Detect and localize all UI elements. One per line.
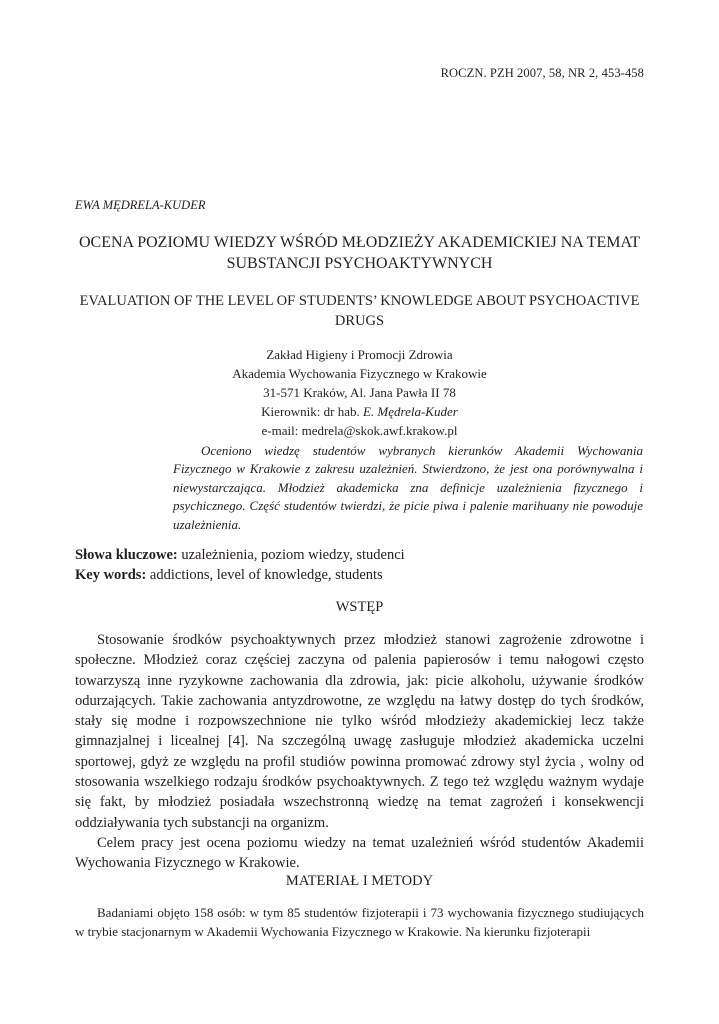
affiliation-institution: Akademia Wychowania Fizycznego w Krakowie — [232, 366, 487, 381]
affiliation-email: e-mail: medrela@skok.awf.krakow.pl — [261, 423, 458, 438]
affiliation-head-label: Kierownik: dr hab. — [261, 404, 360, 419]
affiliation-head-name: E. Mędrela-Kuder — [362, 404, 458, 419]
section-heading-intro: WSTĘP — [335, 599, 384, 615]
methods-paragraph-1: Badaniami objęto 158 osób: w tym 85 studentów fizjoterapii i 73 wychowania fizycznego studiujących w trybie stacjonarnym w Akademii Wychowania Fizycznego w Krakowie. Na kierunku fizjoterapii — [75, 905, 644, 939]
affiliation-department: Zakład Higieny i Promocji Zdrowia — [266, 347, 453, 362]
methods-section — [75, 903, 644, 941]
affiliation-address: 31-571 Kraków, Al. Jana Pawła II 78 — [263, 385, 456, 400]
author-name: EWA MĘDRELA-KUDER — [75, 198, 206, 212]
intro-paragraph-2: Celem pracy jest ocena poziomu wiedzy na temat uzależnień wśród studentów Akademii Wychowania Fizycznego w Krakowie. — [75, 834, 644, 872]
intro-section — [75, 630, 644, 874]
keywords-polish-label: Słowa kluczowe: — [75, 547, 178, 563]
keywords-english-value: addictions, level of knowledge, students — [146, 567, 383, 583]
affiliation — [75, 345, 644, 440]
section-heading-methods: MATERIAŁ I METODY — [285, 873, 434, 889]
keywords-english — [75, 565, 644, 585]
journal-reference: ROCZN. PZH 2007, 58, NR 2, 453-458 — [440, 66, 644, 80]
title-english: EVALUATION OF THE LEVEL OF STUDENTS’ KNOWLEDGE ABOUT PSYCHOACTIVE DRUGS — [79, 293, 640, 329]
keywords-block — [75, 545, 644, 585]
intro-paragraph-1: Stosowanie środków psychoaktywnych przez młodzież stanowi zagrożenie zdrowotne i społeczne. Młodzież coraz częściej zaczyna od palenia papierosów i temu nałogowi często towarzyszą inne ryzykowne zachowania dla zdrowia, jak: picie alkoholu, używanie środków odurzających. Takie zachowania antyzdrowotne, ze względu na łatwy dostęp do tych środków, stały się modne i rozpowszechnione nie tylko wśród młodzieży akademickiej lecz także gimnazjalnej i licealnej [4]. Na szczególną uwagę zasługuje młodzież akademicka uczelni sportowej, gdyż ze względu na profil studiów powinna promować zdrowy styl życia , wolny od stosowania wszelkiego rodzaju środków psychoaktywnych. Z tego też względu ważnym wydaje się fakt, by młodzież posiadała wszechstronną wiedzę na temat zagrożeń i konsekwencji oddziaływania tych substancji na organizm. — [75, 632, 644, 831]
keywords-polish-value: uzależnienia, poziom wiedzy, studenci — [177, 547, 405, 563]
affiliation-head — [75, 402, 644, 421]
title-polish: OCENA POZIOMU WIEDZY WŚRÓD MŁODZIEŻY AKADEMICKIEJ NA TEMAT SUBSTANCJI PSYCHOAKTYWNYCH — [78, 234, 640, 272]
abstract: Oceniono wiedzę studentów wybranych kierunków Akademii Wychowania Fizycznego w Krakowie z zakresu uzależnień. Stwierdzono, że jest ona porównywalna i niewystarczająca. Młodzież akademicka zna definicje uzależnienia fizycznego i psychicznego. Część studentów twierdzi, że picie piwa i palenie marihuany nie powoduje uzależnienia. — [173, 443, 643, 532]
keywords-polish — [75, 545, 644, 565]
keywords-english-label: Key words: — [75, 567, 147, 583]
